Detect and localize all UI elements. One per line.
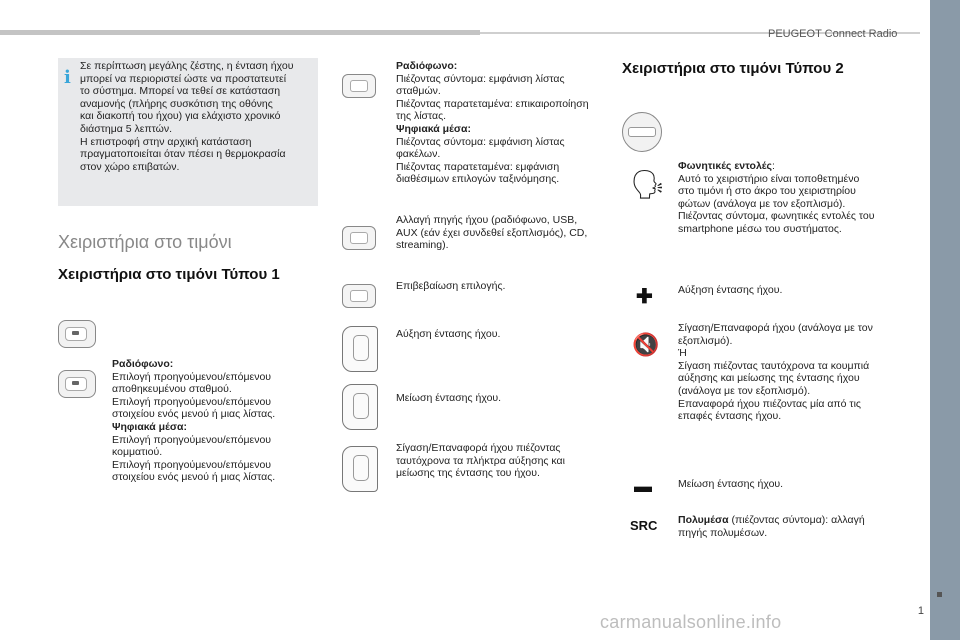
type2-volume-up-desc: Αύξηση έντασης ήχου. (678, 284, 783, 296)
type1-rotary-desc: Ραδιόφωνο: Επιλογή προηγούμενου/επόμενου αποθηκευμένου σταθμού. Επιλογή προηγούμενου/επόμενου στοιχείου ενός μενού ή μιας λίστας. Ψηφιακά μέσα: Επιλογή προηγούμενου/επόμενου κομματιού. Επιλογή προηγούμενου/επόμενου στοιχείου ενός μενού ή μιας λίστας. (112, 358, 276, 484)
header-title: PEUGEOT Connect Radio (768, 28, 898, 40)
type2-volume-down-desc: Μείωση έντασης ήχου. (678, 478, 784, 490)
src-icon: SRC (630, 518, 658, 533)
stalk-volume-up-icon (342, 326, 378, 372)
steering-wheel-icon (622, 112, 662, 152)
mute-icon: 🔇 (632, 332, 660, 357)
type2-voice-desc: Φωνητικές εντολές: Αυτό το χειριστήριο είναι τοποθετημένο στο τιμόνι ή στο άκρο του χειριστηρίου φώτων (ανάλογα με τον εξοπλισμό). Πιέζοντας σύντομα, φωνητικές εντολές του smartphone μέσω του συστήματος. (678, 160, 875, 235)
stalk-mute-icon (342, 446, 378, 492)
steering-control-icon (58, 320, 96, 348)
rotary-control-icon (58, 370, 96, 398)
stalk-source-icon (342, 226, 376, 250)
stalk-confirm-icon (342, 284, 376, 308)
stalk-volume-down-icon (342, 384, 378, 430)
volume-minus-icon: ▬ (634, 476, 652, 496)
section-title: Χειριστήρια στο τιμόνι (58, 232, 232, 252)
type2-heading: Χειριστήρια στο τιμόνι Τύπου 2 (622, 60, 844, 77)
page-number: 1 (917, 605, 924, 617)
type1-confirm-desc: Επιβεβαίωση επιλογής. (396, 280, 506, 292)
voice-command-icon: 🗣 (630, 169, 666, 200)
type2-multimedia-desc: Πολυμέσα (πιέζοντας σύντομα): αλλαγή πηγής πολυμέσων. (678, 514, 865, 539)
page-marker (937, 592, 942, 597)
type1-source-desc: Αλλαγή πηγής ήχου (ραδιόφωνο, USB, AUX (εάν έχει συνδεθεί εξοπλισμός), CD, streaming). (396, 214, 588, 252)
type1-heading: Χειριστήρια στο τιμόνι Τύπου 1 (58, 266, 280, 283)
type1-volume-up-desc: Αύξηση έντασης ήχου. (396, 328, 501, 340)
top-rule (0, 30, 480, 35)
info-note-box (58, 58, 318, 206)
info-icon: i (64, 67, 71, 88)
stalk-press-icon (342, 74, 376, 98)
volume-plus-icon: ✚ (636, 286, 653, 308)
info-note-text: Σε περίπτωση μεγάλης ζέστης, η ένταση ήχου μπορεί να περιοριστεί ώστε να προστατευτεί το σύστημα. Μπορεί να τεθεί σε κατάσταση αναμονής (πλήρης συσκότιση της οθόνης και διακοπή του ήχου) για ελάχιστο χρονικό διάστημα 5 λεπτών. Η επιστροφή στην αρχική κατάσταση πραγματοποιείται όταν πέσει η θερμοκρασία στον χώρο επιβατών. (80, 60, 294, 173)
type1-volume-down-desc: Μείωση έντασης ήχου. (396, 392, 502, 404)
type1-mute-desc: Σίγαση/Επαναφορά ήχου πιέζοντας ταυτόχρονα τα πλήκτρα αύξησης και μείωσης της έντασης του ήχου. (396, 442, 565, 480)
side-strip (930, 0, 960, 640)
watermark: carmanualsonline.info (600, 612, 782, 632)
type2-mute-desc: Σίγαση/Επαναφορά ήχου (ανάλογα με τον εξοπλισμό). Ή Σίγαση πιέζοντας ταυτόχρονα τα κουμπιά αύξησης και μείωσης της έντασης ήχου (ανάλογα με τον εξοπλισμό). Επαναφορά ήχου πιέζοντας μία από τις επαφές έντασης ήχου. (678, 322, 873, 423)
type1-press-desc: Ραδιόφωνο: Πιέζοντας σύντομα: εμφάνιση λίστας σταθμών. Πιέζοντας παρατεταμένα: επικαιροποίηση της λίστας. Ψηφιακά μέσα: Πιέζοντας σύντομα: εμφάνιση λίστας φακέλων. Πιέζοντας παρατεταμένα: εμφάνιση διαθέσιμων επιλογών ταξινόμησης. (396, 60, 589, 186)
